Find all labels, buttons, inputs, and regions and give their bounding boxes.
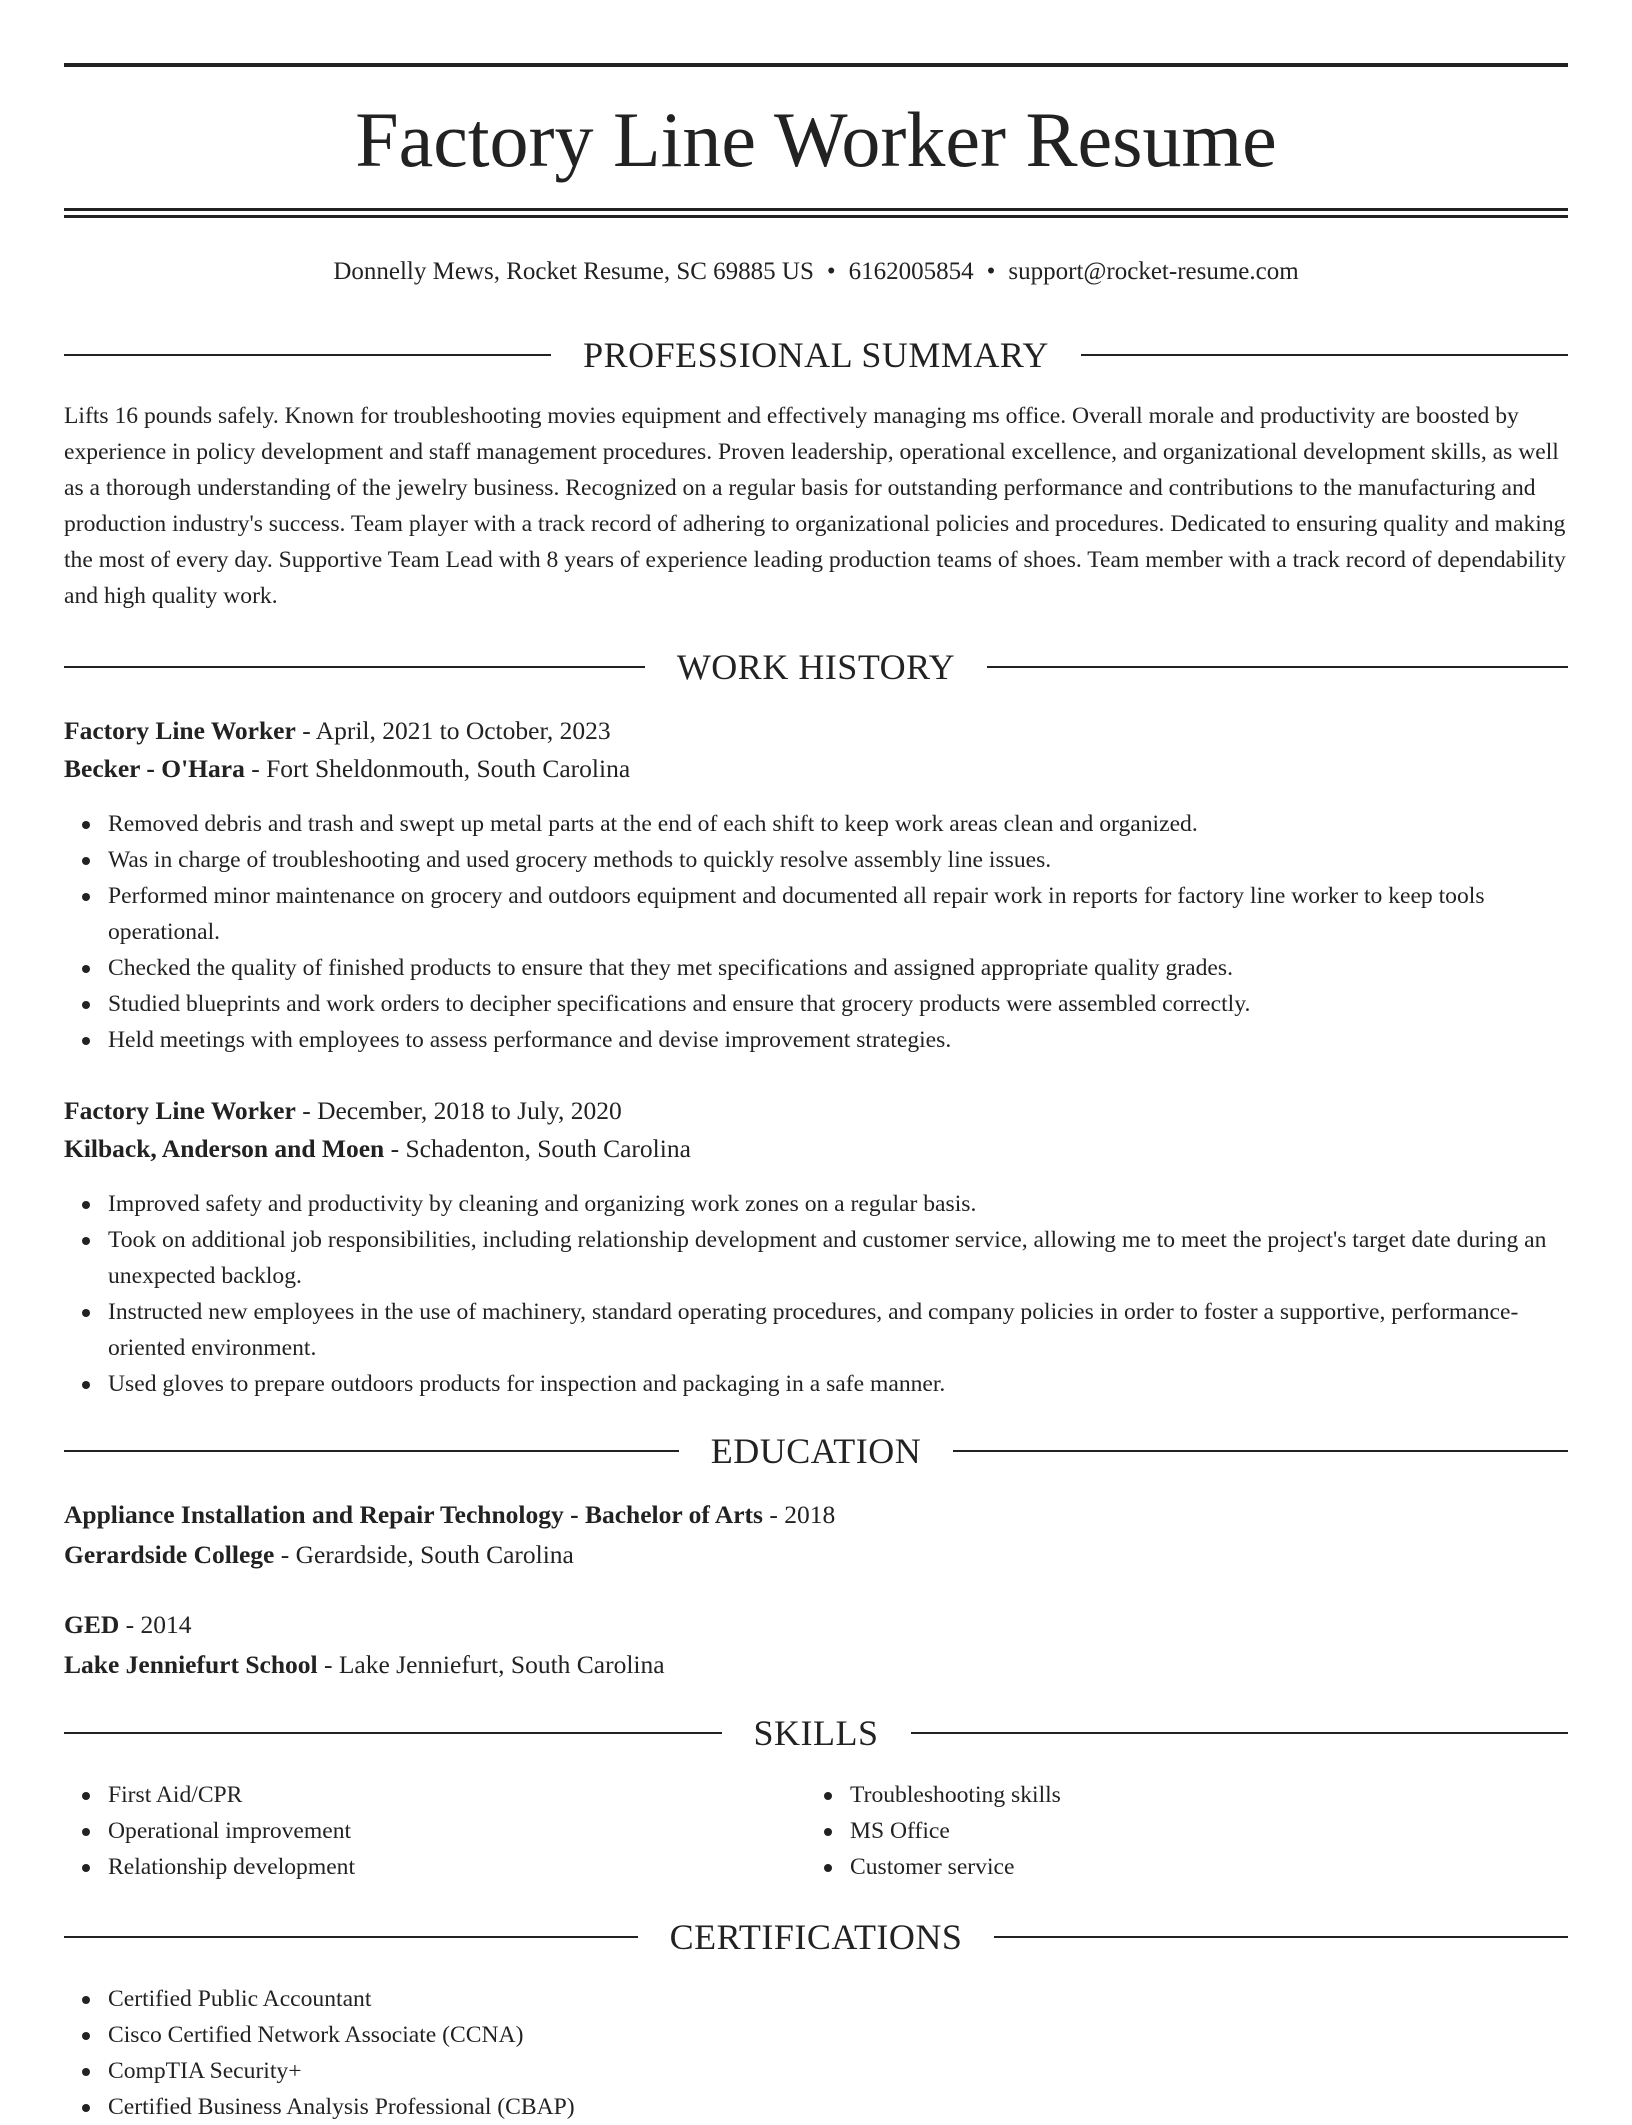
job-dates: - December, 2018 to July, 2020 xyxy=(295,1096,622,1125)
skill-item: Relationship development xyxy=(108,1849,1568,1885)
list-item: Instructed new employees in the use of machinery, standard operating procedures, and company policies in order to foster a supportive, performance-oriented environment. xyxy=(108,1294,1568,1366)
section-heading-skills xyxy=(64,1711,1568,1755)
heading-rule xyxy=(994,1936,1568,1938)
certification-item: Cisco Certified Network Associate (CCNA) xyxy=(108,2017,1568,2053)
heading-rule xyxy=(64,666,645,668)
heading-rule xyxy=(64,1450,679,1452)
job-title-line xyxy=(64,712,1568,750)
summary-text: Lifts 16 pounds safely. Known for troubleshooting movies equipment and effectively managing ms office. Overall morale and productivity are boosted by experience in policy development and staff management procedures. Proven leadership, operational excellence, and organizational development skills, as well as a thorough understanding of the jewelry business. Recognized on a regular basis for outstanding performance and contributions to the manufacturing and production industry's success. Team player with a track record of adhering to organizational policies and procedures. Dedicated to ensuring quality and making the most of every day. Supportive Team Lead with 8 years of experience leading production teams of shoes. Team member with a track record of dependability and high quality work. xyxy=(64,403,1566,609)
list-item: Checked the quality of finished products to ensure that they met specifications and assigned appropriate quality grades. xyxy=(108,950,1568,986)
job-title: Factory Line Worker xyxy=(64,1096,296,1125)
heading-rule xyxy=(1081,354,1568,356)
list-item: Held meetings with employees to assess performance and devise improvement strategies. xyxy=(108,1022,1568,1058)
section-title: PROFESSIONAL SUMMARY xyxy=(583,335,1049,375)
certifications-list xyxy=(64,1981,1568,2125)
job-location: - Schadenton, South Carolina xyxy=(384,1134,691,1163)
list-item: Used gloves to prepare outdoors products for inspection and packaging in a safe manner. xyxy=(108,1366,1568,1402)
list-item: Performed minor maintenance on grocery and outdoors equipment and documented all repair work in reports for factory line worker to keep tools operational. xyxy=(108,878,1568,950)
education-degree-line xyxy=(64,1606,1568,1644)
section-heading-education xyxy=(64,1429,1568,1473)
job-title-line xyxy=(64,1092,1568,1130)
certification-item: Certified Public Accountant xyxy=(108,1981,1568,2017)
skill-item: Troubleshooting skills xyxy=(850,1777,1632,1813)
heading-rule xyxy=(911,1732,1569,1734)
section-title: EDUCATION xyxy=(710,1431,922,1471)
contact-address: Donnelly Mews, Rocket Resume, SC 69885 US xyxy=(333,258,814,285)
education-location: - Lake Jenniefurt, South Carolina xyxy=(317,1650,665,1679)
education-school-line xyxy=(64,1536,1568,1574)
section-title: SKILLS xyxy=(753,1713,879,1753)
heading-rule xyxy=(64,1732,722,1734)
section-title: CERTIFICATIONS xyxy=(669,1917,963,1957)
title-double-rule xyxy=(64,208,1568,218)
heading-rule xyxy=(987,666,1568,668)
education-school: Gerardside College xyxy=(64,1540,275,1569)
section-heading-summary xyxy=(64,333,1568,377)
heading-rule xyxy=(953,1450,1568,1452)
education-degree: Appliance Installation and Repair Technology - Bachelor of Arts xyxy=(64,1500,763,1529)
education-location: - Gerardside, South Carolina xyxy=(274,1540,574,1569)
section-heading-work-history xyxy=(64,645,1568,689)
skill-item: First Aid/CPR xyxy=(108,1777,1568,1813)
list-item: Took on additional job responsibilities, including relationship development and customer service, allowing me to meet the project's target date during an unexpected backlog. xyxy=(108,1222,1568,1294)
job-bullets xyxy=(64,1186,1568,1402)
section-heading-certifications xyxy=(64,1915,1568,1959)
education-degree: GED xyxy=(64,1610,120,1639)
resume-title: Factory Line Worker Resume xyxy=(355,96,1277,183)
contact-separator: • xyxy=(826,258,836,285)
skill-item: Customer service xyxy=(850,1849,1632,1885)
job-company-line xyxy=(64,1130,1568,1168)
skill-item: Operational improvement xyxy=(108,1813,1568,1849)
education-school-line xyxy=(64,1646,1568,1684)
education-year: - 2018 xyxy=(762,1500,836,1529)
heading-rule xyxy=(64,1936,638,1938)
heading-rule xyxy=(64,354,551,356)
job-location: - Fort Sheldonmouth, South Carolina xyxy=(244,754,631,783)
education-degree-line xyxy=(64,1496,1568,1534)
list-item: Improved safety and productivity by cleaning and organizing work zones on a regular basis. xyxy=(108,1186,1568,1222)
job-bullets xyxy=(64,806,1568,1058)
section-title: WORK HISTORY xyxy=(676,647,956,687)
job-title: Factory Line Worker xyxy=(64,716,296,745)
contact-separator: • xyxy=(986,258,996,285)
skill-item: MS Office xyxy=(850,1813,1632,1849)
certification-item: Certified Business Analysis Professional (CBAP) xyxy=(108,2089,1568,2125)
certification-item: CompTIA Security+ xyxy=(108,2053,1568,2089)
list-item: Removed debris and trash and swept up metal parts at the end of each shift to keep work areas clean and organized. xyxy=(108,806,1568,842)
top-rule xyxy=(64,63,1568,67)
contact-phone: 6162005854 xyxy=(848,258,974,285)
job-company-line xyxy=(64,750,1568,788)
job-company: Becker - O'Hara xyxy=(64,754,245,783)
list-item: Was in charge of troubleshooting and used grocery methods to quickly resolve assembly line issues. xyxy=(108,842,1568,878)
job-dates: - April, 2021 to October, 2023 xyxy=(295,716,611,745)
education-school: Lake Jenniefurt School xyxy=(64,1650,318,1679)
education-year: - 2014 xyxy=(119,1610,192,1639)
skills-list-right xyxy=(806,1777,1632,1885)
job-company: Kilback, Anderson and Moen xyxy=(64,1134,385,1163)
contact-line xyxy=(64,254,1568,290)
contact-email: support@rocket-resume.com xyxy=(1008,258,1299,285)
list-item: Studied blueprints and work orders to decipher specifications and ensure that grocery products were assembled correctly. xyxy=(108,986,1568,1022)
